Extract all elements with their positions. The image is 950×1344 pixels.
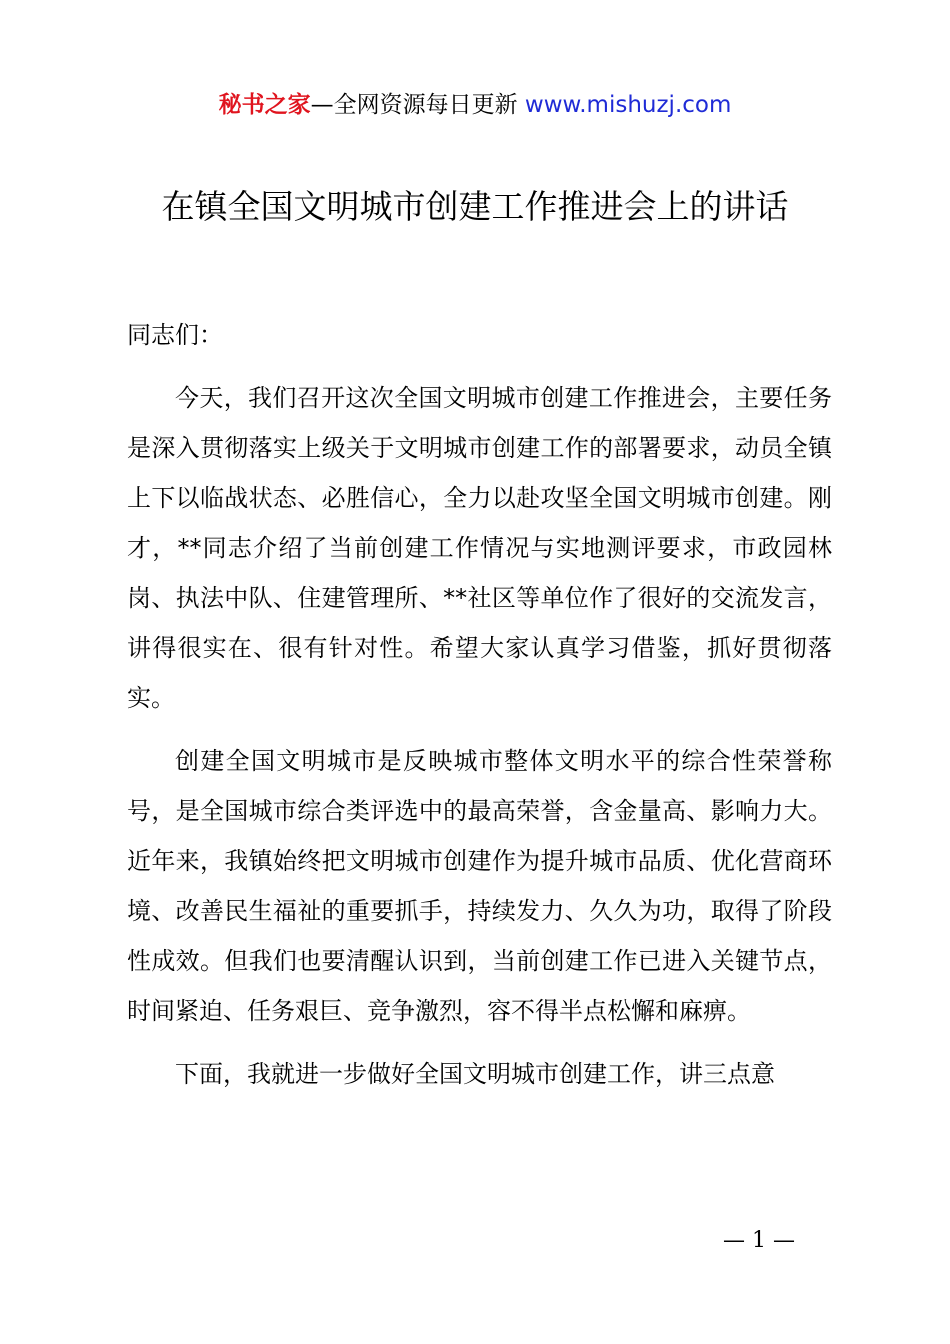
paragraph-2: 创建全国文明城市是反映城市整体文明水平的综合性荣誉称号，是全国城市综合类评选中的最高荣誉，含金量高、影响力大。近年来，我镇始终把文明城市创建作为提升城市品质、优化营商环境、改善民生福祉的重要抓手，持续发力、久久为功，取得了阶段性成效。但我们也要清醒认识到，当前创建工作已进入关键节点，时间紧迫、任务艰巨、竞争激烈，容不得半点松懈和麻痹。 bbox=[127, 747, 832, 1025]
page-number: — 1 — bbox=[723, 1228, 795, 1253]
header-tagline: —全网资源每日更新 bbox=[310, 92, 525, 118]
paragraph-3: 下面，我就进一步做好全国文明城市创建工作，讲三点意 bbox=[175, 1060, 775, 1088]
salutation: 同志们： bbox=[127, 321, 223, 349]
site-header bbox=[0, 88, 950, 122]
document-title: 在镇全国文明城市创建工作推进会上的讲话 bbox=[161, 187, 789, 226]
site-url-link[interactable]: www.mishuzj.com bbox=[524, 92, 732, 118]
document-body bbox=[127, 310, 832, 1112]
brand-name: 秘书之家 bbox=[218, 92, 311, 118]
paragraph-1: 今天，我们召开这次全国文明城市创建工作推进会，主要任务是深入贯彻落实上级关于文明城市创建工作的部署要求，动员全镇上下以临战状态、必胜信心，全力以赴攻坚全国文明城市创建。刚才，**同志介绍了当前创建工作情况与实地测评要求，市政园林岗、执法中队、住建管理所、**社区等单位作了很好的交流发言，讲得很实在、很有针对性。希望大家认真学习借鉴，抓好贯彻落实。 bbox=[127, 384, 832, 712]
